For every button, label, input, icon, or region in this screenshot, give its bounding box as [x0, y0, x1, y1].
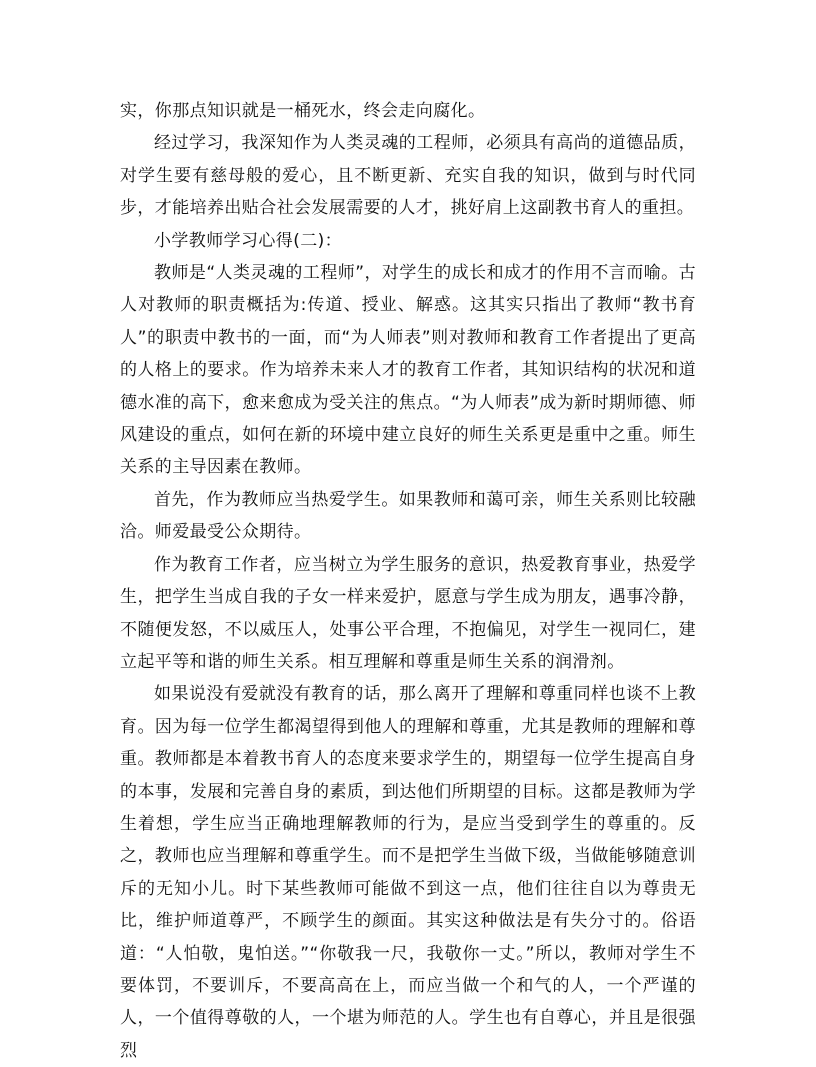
paragraph: 教师是“人类灵魂的工程师”，对学生的成长和成才的作用不言而喻。古人对教师的职责概括为:传道、授业、解惑。这其实只指出了教师“教书育人”的职责中教书的一面，而“为人师表”则对教师和教育工作者提出了更高的人格上的要求。作为培养未来人才的教育工作者，其知识结构的状况和道德水准的高下，愈来愈成为受关注的焦点。“为人师表”成为新时期师德、师风建设的重点，如何在新的环境中建立良好的师生关系更是重中之重。师生关系的主导因素在教师。 — [120, 263, 696, 478]
document-body — [120, 95, 696, 1067]
paragraph-continuation: 实，你那点知识就是一桶死水，终会走向腐化。 — [120, 101, 486, 121]
paragraph: 作为教育工作者，应当树立为学生服务的意识，热爱教育事业，热爱学生，把学生当成自我的子女一样来爱护，愿意与学生成为朋友，遇事冷静，不随便发怒，不以威压人，处事公平合理，不抱偏见，对学生一视同仁，建立起平等和谐的师生关系。相互理解和尊重是师生关系的润滑剂。 — [120, 554, 696, 672]
paragraph: 首先，作为教师应当热爱学生。如果教师和蔼可亲，师生关系则比较融洽。师爱最受公众期待。 — [120, 489, 696, 543]
section-heading: 小学教师学习心得(二)： — [154, 230, 343, 251]
paragraph: 经过学习，我深知作为人类灵魂的工程师，必须具有高尚的道德品质，对学生要有慈母般的爱心，且不断更新、充实自我的知识，做到与时代同步，才能培养出贴合社会发展需要的人才，挑好肩上这副教书育人的重担。 — [120, 133, 696, 219]
paragraph: 如果说没有爱就没有教育的话，那么离开了理解和尊重同样也谈不上教育。因为每一位学生都渴望得到他人的理解和尊重，尤其是教师的理解和尊重。教师都是本着教书育人的态度来要求学生的，期望每一位学生提高自身的本事，发展和完善自身的素质，到达他们所期望的目标。这都是教师为学生着想，学生应当正确地理解教师的行为，是应当受到学生的尊重的。反之，教师也应当理解和尊重学生。而不是把学生当做下级，当做能够随意训斥的无知小儿。时下某些教师可能做不到这一点，他们往往自以为尊贵无比，维护师道尊严，不顾学生的颜面。其实这种做法是有失分寸的。俗语道：“人怕敬，鬼怕送。”“你敬我一尺，我敬你一丈。”所以，教师对学生不要体罚，不要训斥，不要高高在上，而应当做一个和气的人，一个严谨的人，一个值得尊敬的人，一个堪为师范的人。学生也有自尊心，并且是很强烈 — [120, 684, 696, 1061]
